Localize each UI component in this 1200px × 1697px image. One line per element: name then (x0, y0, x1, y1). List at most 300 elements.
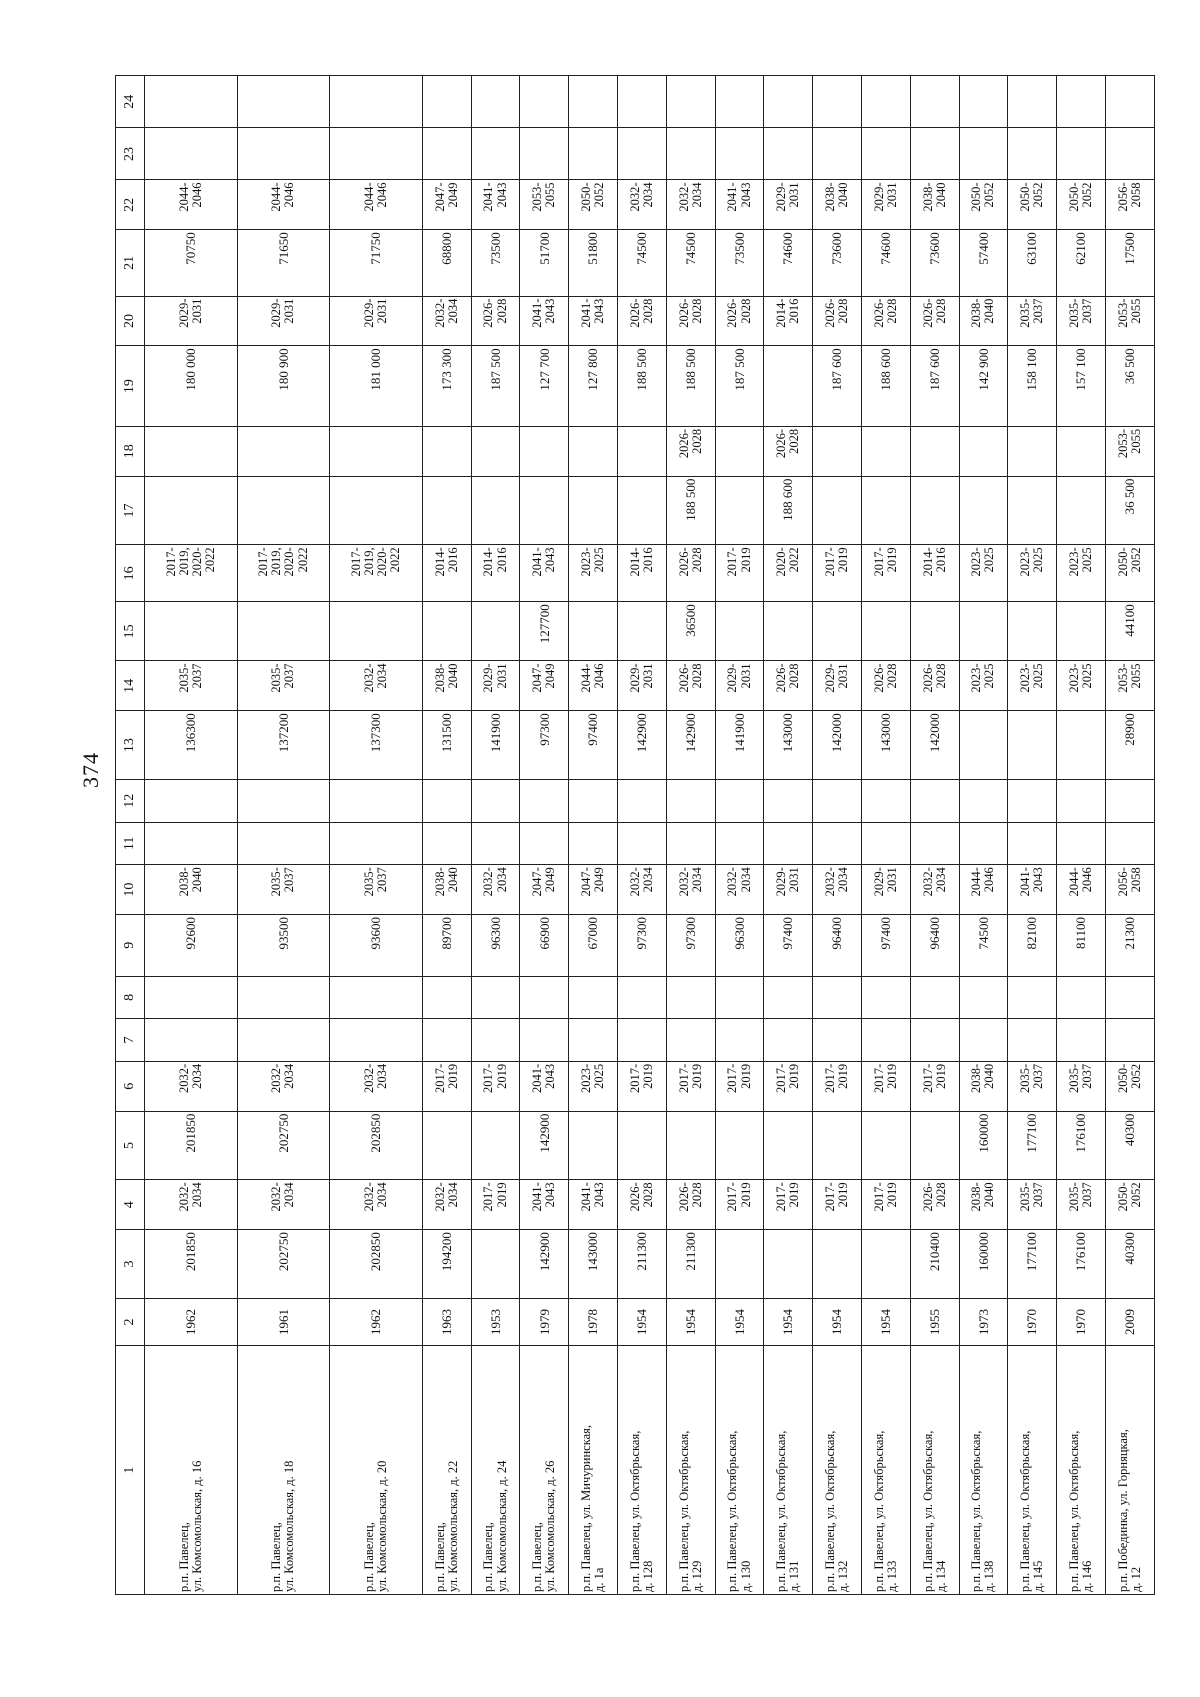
cell-text: 97300 (682, 916, 698, 950)
amount-cell (471, 822, 520, 865)
period-cell (618, 661, 667, 711)
table-row (520, 76, 569, 1595)
amount-cell (237, 822, 330, 865)
cell-text: 1970 (1073, 1309, 1089, 1335)
period-cell (910, 180, 959, 230)
cell-text: 160000 (975, 1232, 991, 1272)
amount-cell (813, 1111, 862, 1180)
cell-text: 142900 (536, 1113, 552, 1153)
cell-text: 2017- 2019 (871, 1063, 899, 1094)
column-header-7: 7 (116, 1019, 145, 1062)
amount-cell (330, 1111, 423, 1180)
amount-cell (422, 346, 471, 427)
cell-text: р.п. Павелец, ул. Комсомольская, д. 18 (269, 1460, 297, 1592)
amount-cell (959, 476, 1008, 545)
period-cell (715, 661, 764, 711)
cell-text: 66900 (536, 916, 552, 950)
amount-cell (764, 1230, 813, 1299)
cell-text: 2023- 2025 (578, 1063, 607, 1094)
amount-cell (1105, 230, 1154, 296)
cell-text: 143000 (585, 1232, 601, 1272)
period-cell (764, 1180, 813, 1230)
cell-text: 187 500 (487, 348, 503, 391)
cell-text: 2032- 2034 (627, 182, 655, 212)
cell-text: 73600 (926, 232, 942, 265)
amount-cell (618, 976, 667, 1019)
amount-cell (422, 711, 471, 780)
cell-text: 2026- 2028 (920, 1182, 948, 1212)
table-row (618, 76, 667, 1595)
amount-cell (520, 914, 569, 976)
table-row (330, 76, 423, 1595)
period-cell (569, 180, 618, 230)
cell-text: 2026- 2028 (676, 298, 704, 328)
amount-cell (715, 76, 764, 128)
year-built-cell (959, 1298, 1008, 1345)
cell-text: 2017- 2019, 2020- 2022 (163, 547, 217, 577)
amount-cell (422, 476, 471, 545)
cell-text: 2032- 2034 (361, 663, 390, 693)
cell-text: 2041- 2043 (1018, 867, 1046, 897)
period-cell (145, 426, 238, 476)
amount-cell (666, 711, 715, 780)
amount-cell (520, 1111, 569, 1180)
cell-text: 2026- 2028 (481, 298, 509, 328)
column-header-19: 19 (116, 346, 145, 427)
amount-cell (471, 476, 520, 545)
column-header-22: 22 (116, 180, 145, 230)
cell-text: 2032- 2034 (822, 867, 851, 897)
cell-text: 1962 (368, 1309, 384, 1335)
period-cell (618, 545, 667, 602)
year-built-cell (237, 1298, 330, 1345)
amount-cell (237, 1230, 330, 1299)
amount-cell (666, 914, 715, 976)
period-cell (330, 545, 423, 602)
amount-cell (471, 1019, 520, 1062)
cell-text: 2050- 2052 (1066, 182, 1095, 212)
cell-text: 176100 (1073, 1113, 1089, 1153)
amount-cell (422, 1230, 471, 1299)
year-built-cell (862, 1298, 911, 1345)
period-cell (764, 865, 813, 915)
amount-cell (569, 602, 618, 661)
amount-cell (330, 346, 423, 427)
amount-cell (910, 476, 959, 545)
period-cell (910, 865, 959, 915)
cell-text: 177100 (1024, 1232, 1040, 1272)
amount-cell (813, 1019, 862, 1062)
period-cell (715, 1061, 764, 1111)
table-row (715, 76, 764, 1595)
cell-text: 2041- 2043 (578, 1182, 607, 1212)
amount-cell (145, 976, 238, 1019)
amount-cell (330, 230, 423, 296)
amount-cell (862, 976, 911, 1019)
period-cell (471, 426, 520, 476)
cell-text: 36 500 (1122, 478, 1138, 515)
cell-text: р.п. Павелец, ул. Комсомольская, д. 22 (432, 1460, 460, 1592)
period-cell (520, 661, 569, 711)
column-header-10: 10 (116, 865, 145, 915)
amount-cell (959, 914, 1008, 976)
period-cell (618, 865, 667, 915)
amount-cell (1008, 476, 1057, 545)
column-header-9: 9 (116, 914, 145, 976)
amount-cell (764, 128, 813, 180)
amount-cell (569, 128, 618, 180)
amount-cell (237, 476, 330, 545)
cell-text: 2017- 2019 (676, 1063, 704, 1094)
amount-cell (666, 779, 715, 822)
cell-text: 2029- 2031 (269, 298, 297, 328)
period-cell (1057, 661, 1106, 711)
amount-cell (471, 711, 520, 780)
amount-cell (764, 1111, 813, 1180)
amount-cell (959, 1230, 1008, 1299)
year-built-cell (145, 1298, 238, 1345)
amount-cell (910, 128, 959, 180)
year-built-cell (422, 1298, 471, 1345)
amount-cell (569, 779, 618, 822)
period-cell (910, 661, 959, 711)
period-cell (237, 296, 330, 346)
amount-cell (569, 476, 618, 545)
period-cell (237, 545, 330, 602)
amount-cell (1057, 779, 1106, 822)
year-built-cell (910, 1298, 959, 1345)
period-cell (959, 296, 1008, 346)
amount-cell (764, 779, 813, 822)
cell-text: 201850 (182, 1232, 198, 1272)
cell-text: 96300 (487, 916, 503, 950)
amount-cell (764, 346, 813, 427)
period-cell (422, 545, 471, 602)
address-cell (666, 1346, 715, 1595)
column-header-17: 17 (116, 476, 145, 545)
amount-cell (862, 128, 911, 180)
cell-text: 177100 (1024, 1113, 1040, 1153)
amount-cell (569, 711, 618, 780)
amount-cell (715, 346, 764, 427)
period-cell (569, 865, 618, 915)
cell-text: 142900 (536, 1232, 552, 1272)
period-cell (520, 296, 569, 346)
cell-text: 201850 (182, 1113, 198, 1153)
amount-cell (618, 1111, 667, 1180)
amount-cell (862, 1111, 911, 1180)
amount-cell (715, 914, 764, 976)
amount-cell (145, 711, 238, 780)
amount-cell (520, 711, 569, 780)
cell-text: р.п. Павелец, ул. Комсомольская, д. 16 (176, 1460, 204, 1592)
amount-cell (813, 128, 862, 180)
address-cell (1008, 1346, 1057, 1595)
amount-cell (520, 1230, 569, 1299)
column-header-2: 2 (116, 1298, 145, 1345)
cell-text: 211300 (682, 1232, 698, 1271)
address-cell (764, 1346, 813, 1595)
amount-cell (910, 1111, 959, 1180)
address-cell (1105, 1346, 1154, 1595)
amount-cell (1105, 822, 1154, 865)
period-cell (1057, 1061, 1106, 1111)
cell-text: 2026- 2028 (871, 663, 899, 693)
amount-cell (618, 602, 667, 661)
cell-text: 173 300 (438, 348, 454, 391)
cell-text: 142900 (682, 713, 698, 753)
cell-text: 2038- 2040 (969, 1063, 997, 1094)
amount-cell (1057, 914, 1106, 976)
amount-cell (813, 976, 862, 1019)
amount-cell (959, 779, 1008, 822)
cell-text: 51700 (536, 232, 552, 265)
period-cell (910, 296, 959, 346)
cell-text: 2044- 2046 (176, 182, 204, 212)
amount-cell (715, 230, 764, 296)
period-cell (237, 180, 330, 230)
period-cell (1105, 426, 1154, 476)
column-header-18: 18 (116, 426, 145, 476)
period-cell (715, 426, 764, 476)
amount-cell (618, 476, 667, 545)
period-cell (569, 426, 618, 476)
amount-cell (1057, 1230, 1106, 1299)
cell-text: р.п. Павелец, ул. Октябрьская, д. 132 (822, 1430, 851, 1592)
period-cell (237, 661, 330, 711)
year-built-cell (1008, 1298, 1057, 1345)
cell-text: 2035- 2037 (1066, 1063, 1095, 1094)
amount-cell (1057, 128, 1106, 180)
amount-cell (666, 1230, 715, 1299)
cell-text: 2050- 2052 (578, 182, 607, 212)
amount-cell (520, 76, 569, 128)
period-cell (666, 180, 715, 230)
cell-text: 2029- 2031 (481, 663, 509, 693)
cell-text: 188 500 (682, 478, 698, 521)
table-row (813, 76, 862, 1595)
column-header-16: 16 (116, 545, 145, 602)
period-cell (330, 1061, 423, 1111)
period-cell (618, 426, 667, 476)
cell-text: 71650 (275, 232, 291, 265)
amount-cell (145, 1019, 238, 1062)
column-header-13: 13 (116, 711, 145, 780)
cell-text: 2056- 2058 (1115, 182, 1143, 212)
period-cell (1057, 865, 1106, 915)
amount-cell (1105, 1019, 1154, 1062)
amount-cell (237, 1019, 330, 1062)
amount-cell (764, 76, 813, 128)
cell-text: 73500 (487, 232, 503, 265)
cell-text: 1954 (780, 1309, 796, 1335)
amount-cell (520, 1019, 569, 1062)
cell-text: 188 500 (634, 348, 650, 391)
cell-text: 67000 (585, 916, 601, 950)
period-cell (959, 545, 1008, 602)
period-cell (1105, 296, 1154, 346)
year-built-cell (471, 1298, 520, 1345)
amount-cell (569, 346, 618, 427)
address-cell (422, 1346, 471, 1595)
period-cell (145, 180, 238, 230)
cell-text: 2041- 2043 (530, 1182, 558, 1212)
cell-text: 194200 (438, 1232, 454, 1272)
cell-text: 1954 (878, 1309, 894, 1335)
cell-text: 74500 (682, 232, 698, 265)
cell-text: 2032- 2034 (361, 1063, 390, 1094)
cell-text: 2017- 2019 (822, 1063, 851, 1094)
period-cell (330, 296, 423, 346)
amount-cell (1105, 76, 1154, 128)
amount-cell (1008, 711, 1057, 780)
cell-text: 131500 (438, 713, 454, 753)
amount-cell (813, 76, 862, 128)
cell-text: 57400 (975, 232, 991, 265)
table-row (422, 76, 471, 1595)
period-cell (666, 1180, 715, 1230)
period-cell (520, 1061, 569, 1111)
cell-text: 68800 (438, 232, 454, 265)
period-cell (237, 865, 330, 915)
period-cell (569, 1061, 618, 1111)
cell-text: р.п. Павелец, ул. Октябрьская, д. 134 (920, 1430, 948, 1592)
cell-text: 2023- 2025 (1018, 663, 1046, 693)
cell-text: 2050- 2052 (1115, 1182, 1143, 1212)
amount-cell (330, 779, 423, 822)
year-built-cell (666, 1298, 715, 1345)
cell-text: 2032- 2034 (481, 867, 509, 897)
address-cell (813, 1346, 862, 1595)
cell-text: р.п. Павелец, ул. Октябрьская, д. 130 (725, 1430, 753, 1592)
amount-cell (1057, 822, 1106, 865)
amount-cell (520, 779, 569, 822)
cell-text: 2032- 2034 (432, 1182, 460, 1212)
period-cell (471, 296, 520, 346)
cell-text: 2053- 2055 (530, 182, 558, 212)
amount-cell (471, 1111, 520, 1180)
cell-text: 2032- 2034 (176, 1063, 204, 1094)
cell-text: 2035- 2037 (176, 663, 204, 693)
column-header-24: 24 (116, 76, 145, 128)
amount-cell (959, 1111, 1008, 1180)
amount-cell (237, 230, 330, 296)
cell-text: 2053- 2055 (1115, 298, 1143, 328)
period-cell (764, 661, 813, 711)
amount-cell (1008, 822, 1057, 865)
address-cell (910, 1346, 959, 1595)
period-cell (666, 426, 715, 476)
cell-text: 2017- 2019, 2020- 2022 (256, 547, 310, 577)
cell-text: 81100 (1073, 916, 1089, 949)
amount-cell (330, 476, 423, 545)
amount-cell (330, 976, 423, 1019)
cell-text: 1961 (275, 1309, 291, 1335)
amount-cell (959, 1019, 1008, 1062)
cell-text: 2032- 2034 (269, 1063, 297, 1094)
column-header-15: 15 (116, 602, 145, 661)
period-cell (618, 1180, 667, 1230)
period-cell (764, 545, 813, 602)
cell-text: 2047- 2049 (530, 867, 558, 897)
cell-text: 2017- 2019 (774, 1063, 802, 1094)
cell-text: 2023- 2025 (969, 547, 997, 577)
cell-text: 187 600 (829, 348, 845, 391)
cell-text: 187 600 (926, 348, 942, 391)
cell-text: 2041- 2043 (530, 547, 558, 577)
amount-cell (422, 822, 471, 865)
cell-text: 97400 (878, 916, 894, 950)
cell-text: 2044- 2046 (361, 182, 390, 212)
amount-cell (862, 76, 911, 128)
table-row (1057, 76, 1106, 1595)
amount-cell (1105, 711, 1154, 780)
cell-text: 2017- 2019 (481, 1063, 509, 1094)
period-cell (471, 180, 520, 230)
amount-cell (618, 822, 667, 865)
amount-cell (910, 976, 959, 1019)
period-cell (959, 661, 1008, 711)
cell-text: 2029- 2031 (822, 663, 851, 693)
cell-text: 2035- 2037 (1018, 1063, 1046, 1094)
amount-cell (422, 230, 471, 296)
period-cell (237, 1061, 330, 1111)
column-header-20: 20 (116, 296, 145, 346)
amount-cell (569, 914, 618, 976)
cell-text: 2029- 2031 (871, 182, 899, 212)
cell-text: 2032- 2034 (676, 182, 704, 212)
amount-cell (1008, 976, 1057, 1019)
cell-text: 2014- 2016 (627, 547, 655, 577)
period-cell (1008, 545, 1057, 602)
cell-text: 2041- 2043 (481, 182, 509, 212)
amount-cell (1057, 76, 1106, 128)
amount-cell (910, 711, 959, 780)
period-cell (666, 661, 715, 711)
amount-cell (813, 914, 862, 976)
cell-text: р.п. Побединка, ул. Горняцкая, д. 12 (1115, 1429, 1143, 1592)
address-cell (569, 1346, 618, 1595)
period-cell (145, 296, 238, 346)
cell-text: 1954 (682, 1309, 698, 1335)
table-body (145, 76, 1155, 1595)
address-cell (862, 1346, 911, 1595)
amount-cell (666, 1019, 715, 1062)
amount-cell (1057, 602, 1106, 661)
cell-text: 96300 (731, 916, 747, 950)
cell-text: р.п. Павелец, ул. Мичуринская, д. 1а (578, 1424, 607, 1592)
table-row (1105, 76, 1154, 1595)
amount-cell (764, 822, 813, 865)
amount-cell (237, 914, 330, 976)
amount-cell (471, 779, 520, 822)
cell-text: 2026- 2028 (676, 1182, 704, 1212)
amount-cell (910, 76, 959, 128)
period-cell (330, 1180, 423, 1230)
cell-text: 92600 (182, 916, 198, 950)
period-cell (862, 180, 911, 230)
cell-text: 2044- 2046 (269, 182, 297, 212)
amount-cell (1057, 711, 1106, 780)
cell-text: 2017- 2019 (725, 1182, 753, 1212)
period-cell (145, 865, 238, 915)
period-cell (1008, 180, 1057, 230)
amount-cell (145, 76, 238, 128)
amount-cell (764, 1019, 813, 1062)
amount-cell (666, 822, 715, 865)
cell-text: 70750 (182, 232, 198, 265)
amount-cell (471, 976, 520, 1019)
